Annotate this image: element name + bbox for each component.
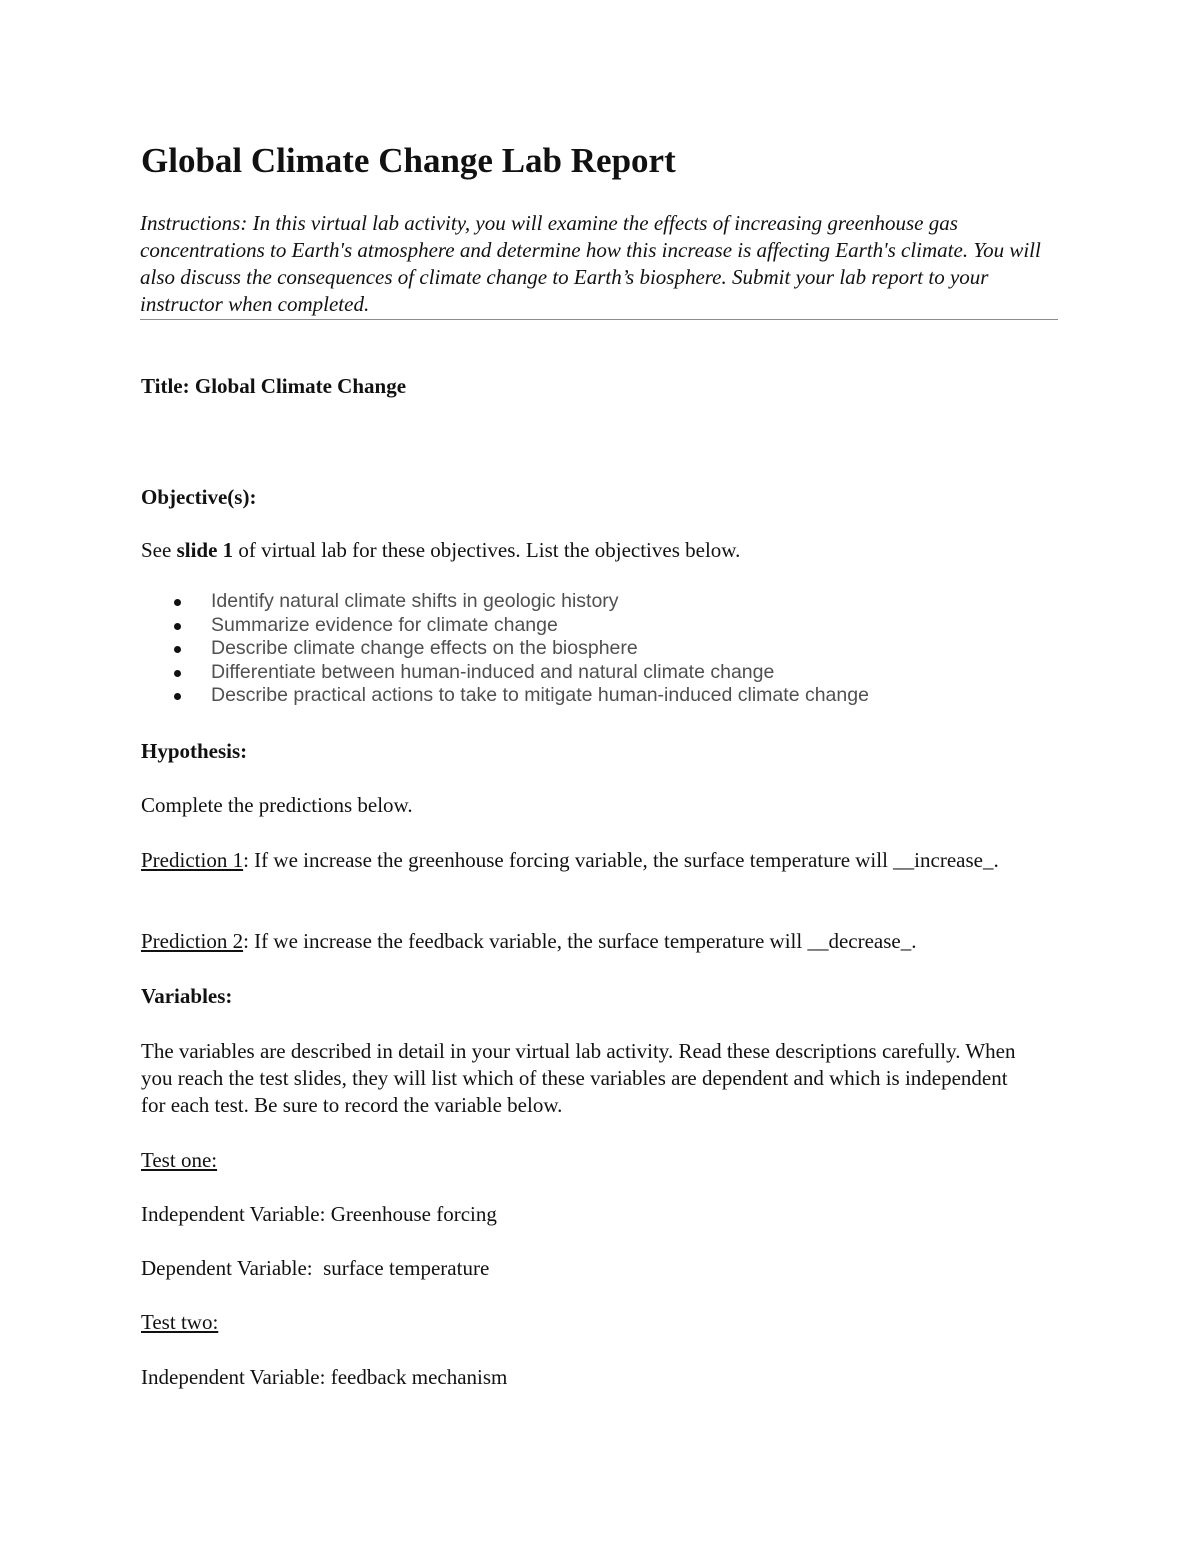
hypothesis-heading: Hypothesis: [141,739,248,763]
objectives-heading: Objective(s): [141,485,257,509]
bullet-icon [174,599,181,606]
test-two-label: Test two: [141,1310,219,1334]
title-value: Global Climate Change [194,374,407,398]
test-one-independent: Independent Variable: Greenhouse forcing [141,1202,497,1226]
prediction-2-label: Prediction 2 [141,929,244,953]
test-one-label: Test one: [141,1148,218,1172]
instructions-text: Instructions: In this virtual lab activity, you will examine the effects of increasing greenhouse gas concentrations to Earth's atmosphere and determine how this increase is affecting Earth's climate. You will also discuss the consequences of climate change to Earth’s biosphere. Submit your lab report to your instructor when completed. [140,210,1058,320]
objectives-intro-slide: slide 1 [176,538,234,562]
objectives-intro-prefix: See [141,538,177,562]
title-field [141,373,406,400]
prediction-1-label: Prediction 1 [141,848,244,872]
objective-text: Describe climate change effects on the biosphere [211,637,638,660]
objectives-intro-suffix: of virtual lab for these objectives. List the objectives below. [233,538,741,562]
list-item [170,661,869,685]
prediction-2 [141,928,916,955]
prediction-1-text: : If we increase the greenhouse forcing variable, the surface temperature will __increase_. [243,848,999,872]
list-item [170,614,869,638]
bullet-icon [174,670,181,677]
objective-text: Differentiate between human-induced and natural climate change [211,660,775,683]
bullet-icon [174,693,181,700]
prediction-2-text: : If we increase the feedback variable, the surface temperature will __decrease_. [243,929,917,953]
variables-description: The variables are described in detail in your virtual lab activity. Read these descriptions carefully. When you reach the test slides, they will list which of these variables are dependent and which is independent for each test. Be sure to record the variable below. [141,1039,1016,1117]
test-one-dependent: Dependent Variable: surface temperature [141,1256,490,1280]
variables-heading: Variables: [141,984,233,1008]
bullet-icon [174,646,181,653]
test-two-independent: Independent Variable: feedback mechanism [141,1365,508,1389]
hypothesis-intro: Complete the predictions below. [141,793,413,817]
list-item [170,637,869,661]
objective-text: Identify natural climate shifts in geologic history [211,590,619,612]
document-title: Global Climate Change Lab Report [141,141,676,180]
objective-text: Summarize evidence for climate change [211,613,558,636]
objectives-list [170,590,869,708]
prediction-1 [141,847,1041,874]
list-item [170,684,869,708]
objectives-intro [141,537,740,564]
list-item [170,590,869,614]
bullet-icon [174,623,181,630]
objective-text: Describe practical actions to take to mitigate human-induced climate change [211,684,869,707]
title-label: Title: [141,374,190,398]
